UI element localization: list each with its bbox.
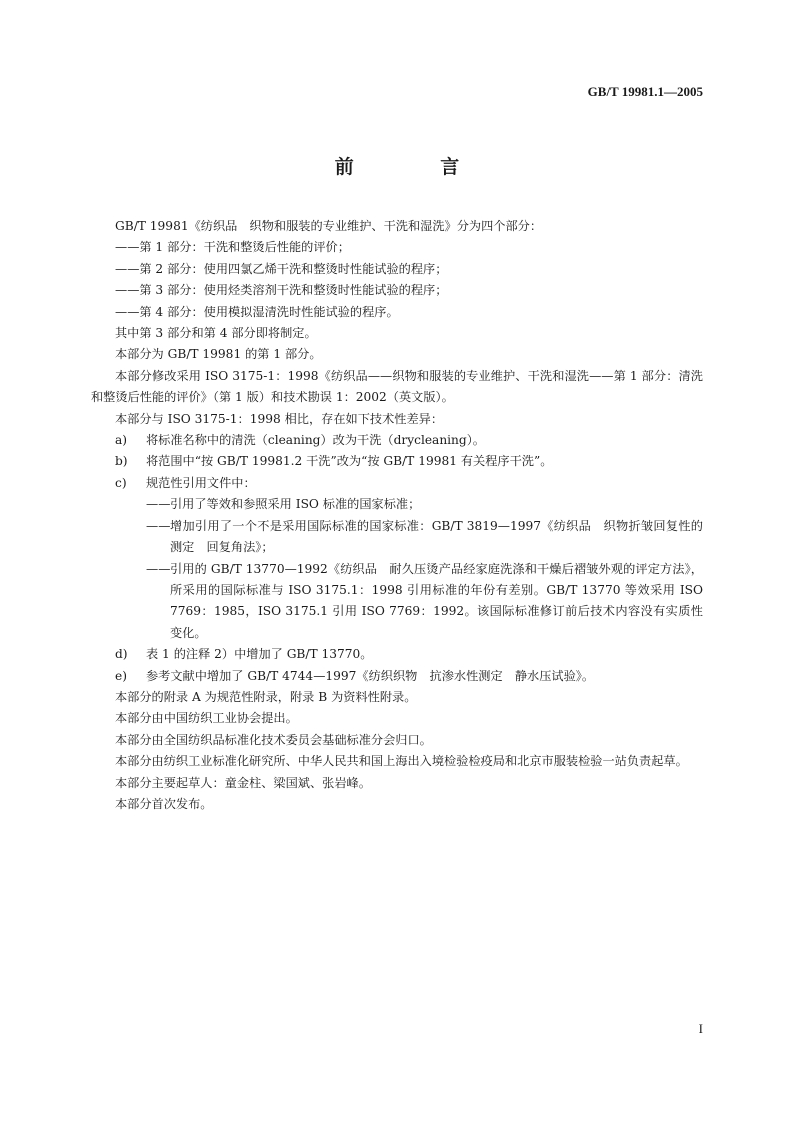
sub-item <box>91 559 703 645</box>
part-list-item: ——第 4 部分：使用模拟湿清洗时性能试验的程序。 <box>115 304 399 319</box>
item-label: a) <box>115 433 128 448</box>
difference-item-b <box>91 451 703 472</box>
sub-item <box>91 494 703 515</box>
sub-item-text: 引用的 GB/T 13770—1992《纺织品 耐久压烫产品经家庭洗涤和干燥后褶皱外观的评定方法》，所采用的国际标准与 ISO 3175.1：1998 引用标准的年份有差别。GB/T 13770 等效采用 ISO 7769：1985，ISO 3175.1 引用 ISO 7769：1992。该国际标准修订前后技术内容没有实质性变化。 <box>170 561 703 640</box>
paragraph: 其中第 3 部分和第 4 部分即将制定。 <box>115 326 317 341</box>
paragraph: 本部分由纺织工业标准化研究所、中华人民共和国上海出入境检验检疫局和北京市服装检验一站负责起草。 <box>115 754 688 769</box>
sub-item <box>91 516 703 559</box>
item-label: e) <box>115 668 127 683</box>
item-label: b) <box>115 454 128 469</box>
item-label: d) <box>115 647 128 662</box>
item-text: 规范性引用文件中： <box>146 475 256 490</box>
part-list-item: ——第 2 部分：使用四氯乙烯干洗和整烫时性能试验的程序； <box>115 261 448 276</box>
difference-item-c <box>91 473 703 494</box>
paragraph: 本部分与 ISO 3175-1：1998 相比，存在如下技术性差异： <box>115 411 444 426</box>
page-number: I <box>698 1021 703 1036</box>
paragraph: 本部分为 GB/T 19981 的第 1 部分。 <box>115 347 322 362</box>
item-text: 表 1 的注释 2）中增加了 GB/T 13770。 <box>146 647 373 662</box>
part-list-item: ——第 1 部分：干洗和整烫后性能的评价； <box>115 240 350 255</box>
part-list-item: ——第 3 部分：使用烃类溶剂干洗和整烫时性能试验的程序； <box>115 283 448 298</box>
page-title: 前 言 <box>334 156 500 178</box>
sub-item-text: 引用了等效和参照采用 ISO 标准的国家标准； <box>170 497 421 512</box>
difference-item-a <box>91 430 703 451</box>
item-label: c) <box>115 475 127 490</box>
item-text: 将范围中“按 GB/T 19981.2 干洗”改为“按 GB/T 19981 有关程序干洗”。 <box>146 454 553 469</box>
item-text: 参考文献中增加了 GB/T 4744—1997《纺织织物 抗渗水性测定 静水压试验》。 <box>146 668 595 683</box>
difference-item-d <box>91 644 703 665</box>
dash-marker: —— <box>146 518 171 533</box>
paragraph: GB/T 19981《纺织品 织物和服装的专业维护、干洗和湿洗》分为四个部分： <box>115 219 543 233</box>
sub-item-text: 增加引用了一个不是采用国际标准的国家标准：GB/T 3819—1997《纺织品 织物折皱回复性的测定 回复角法》； <box>170 518 703 555</box>
paragraph: 本部分首次发布。 <box>115 796 213 811</box>
difference-item-e <box>91 666 703 687</box>
dash-marker: —— <box>146 497 171 512</box>
paragraph: 本部分由中国纺织工业协会提出。 <box>115 711 298 726</box>
document-body <box>91 216 703 815</box>
paragraph: 本部分的附录 A 为规范性附录，附录 B 为资料性附录。 <box>115 689 417 704</box>
item-text: 将标准名称中的清洗（cleaning）改为干洗（drycleaning）。 <box>146 433 485 448</box>
paragraph: 本部分修改采用 ISO 3175-1：1998《纺织品——织物和服装的专业维护、干洗和湿洗——第 1 部分：清洗和整烫后性能的评价》（第 1 版）和技术勘误 1：2002（英文版）。 <box>91 368 703 405</box>
dash-marker: —— <box>146 561 171 576</box>
paragraph: 本部分由全国纺织品标准化技术委员会基础标准分会归口。 <box>115 732 432 747</box>
standard-code-header: GB/T 19981.1—2005 <box>587 84 703 99</box>
paragraph: 本部分主要起草人：童金柱、梁国斌、张岩峰。 <box>115 775 371 790</box>
